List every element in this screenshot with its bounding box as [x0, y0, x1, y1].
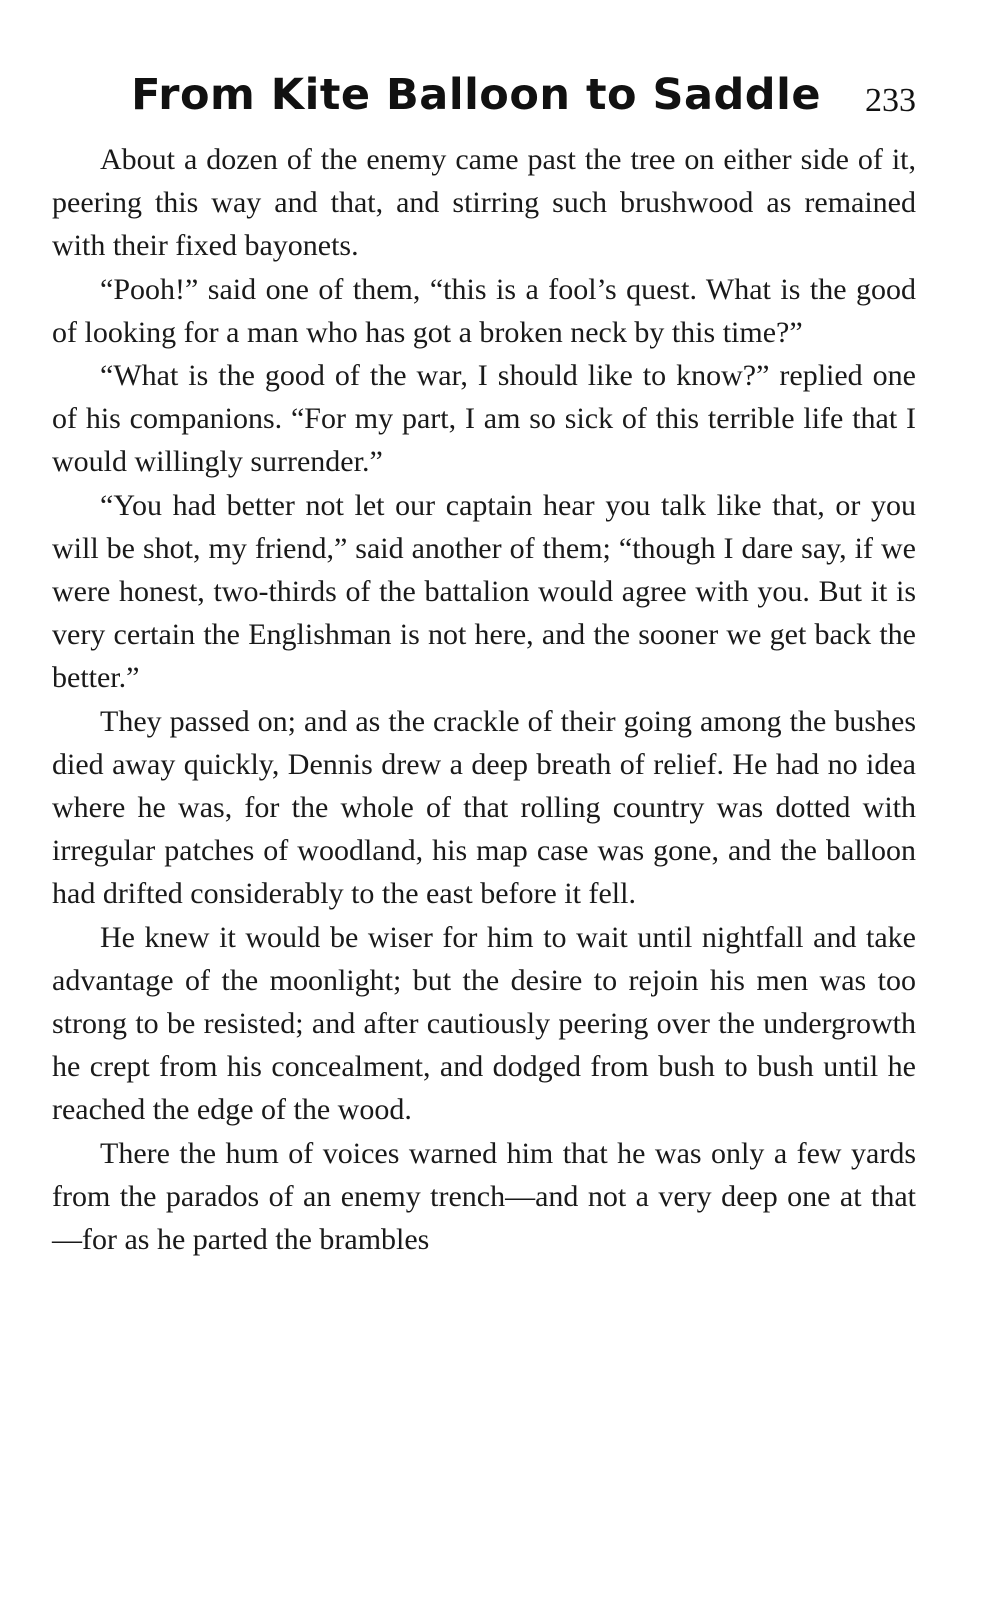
page-header — [52, 62, 916, 132]
paragraph: About a dozen of the enemy came past the tree on either side of it, peering this way and that, and stirring such brushwood as remained with their fixed bayonets. — [52, 143, 916, 263]
paragraph: He knew it would be wiser for him to wait until nightfall and take advantage of the moonlight; but the desire to rejoin his men was too strong to be resisted; and after cautiously peering over the undergrowth he crept from his concealment, and dodged from bush to bush until he reached the edge of the wood. — [52, 920, 916, 1127]
paragraph: There the hum of voices warned him that he was only a few yards from the parados of an enemy trench—and not a very deep one at that—for as he parted the brambles — [52, 1136, 916, 1257]
paragraph: “You had better not let our captain hear you talk like that, or you will be shot, my friend,” said another of them; “though I dare say, if we were honest, two-thirds of the battalion would agree with you. But it is very certain the Englishman is not here, and the sooner we get back the better.” — [52, 488, 916, 695]
paragraph: “What is the good of the war, I should like to know?” replied one of his companions. “For my part, I am so sick of this terrible life that I would willingly surrender.” — [52, 359, 916, 479]
page-number: 233 — [865, 82, 916, 119]
body-text — [52, 138, 916, 1261]
paragraph: “Pooh!” said one of them, “this is a fool’s quest. What is the good of looking for a man who has got a broken neck by this time?” — [52, 272, 916, 349]
running-head: From Kite Balloon to Saddle — [131, 70, 821, 120]
paragraph: They passed on; and as the crackle of their going among the bushes died away quickly, Dennis drew a deep breath of relief. He had no idea where he was, for the whole of that rolling country was dotted with irregular patches of woodland, his map case was gone, and the balloon had drifted considerably to the east before it fell. — [52, 704, 916, 911]
book-page — [52, 62, 916, 1261]
